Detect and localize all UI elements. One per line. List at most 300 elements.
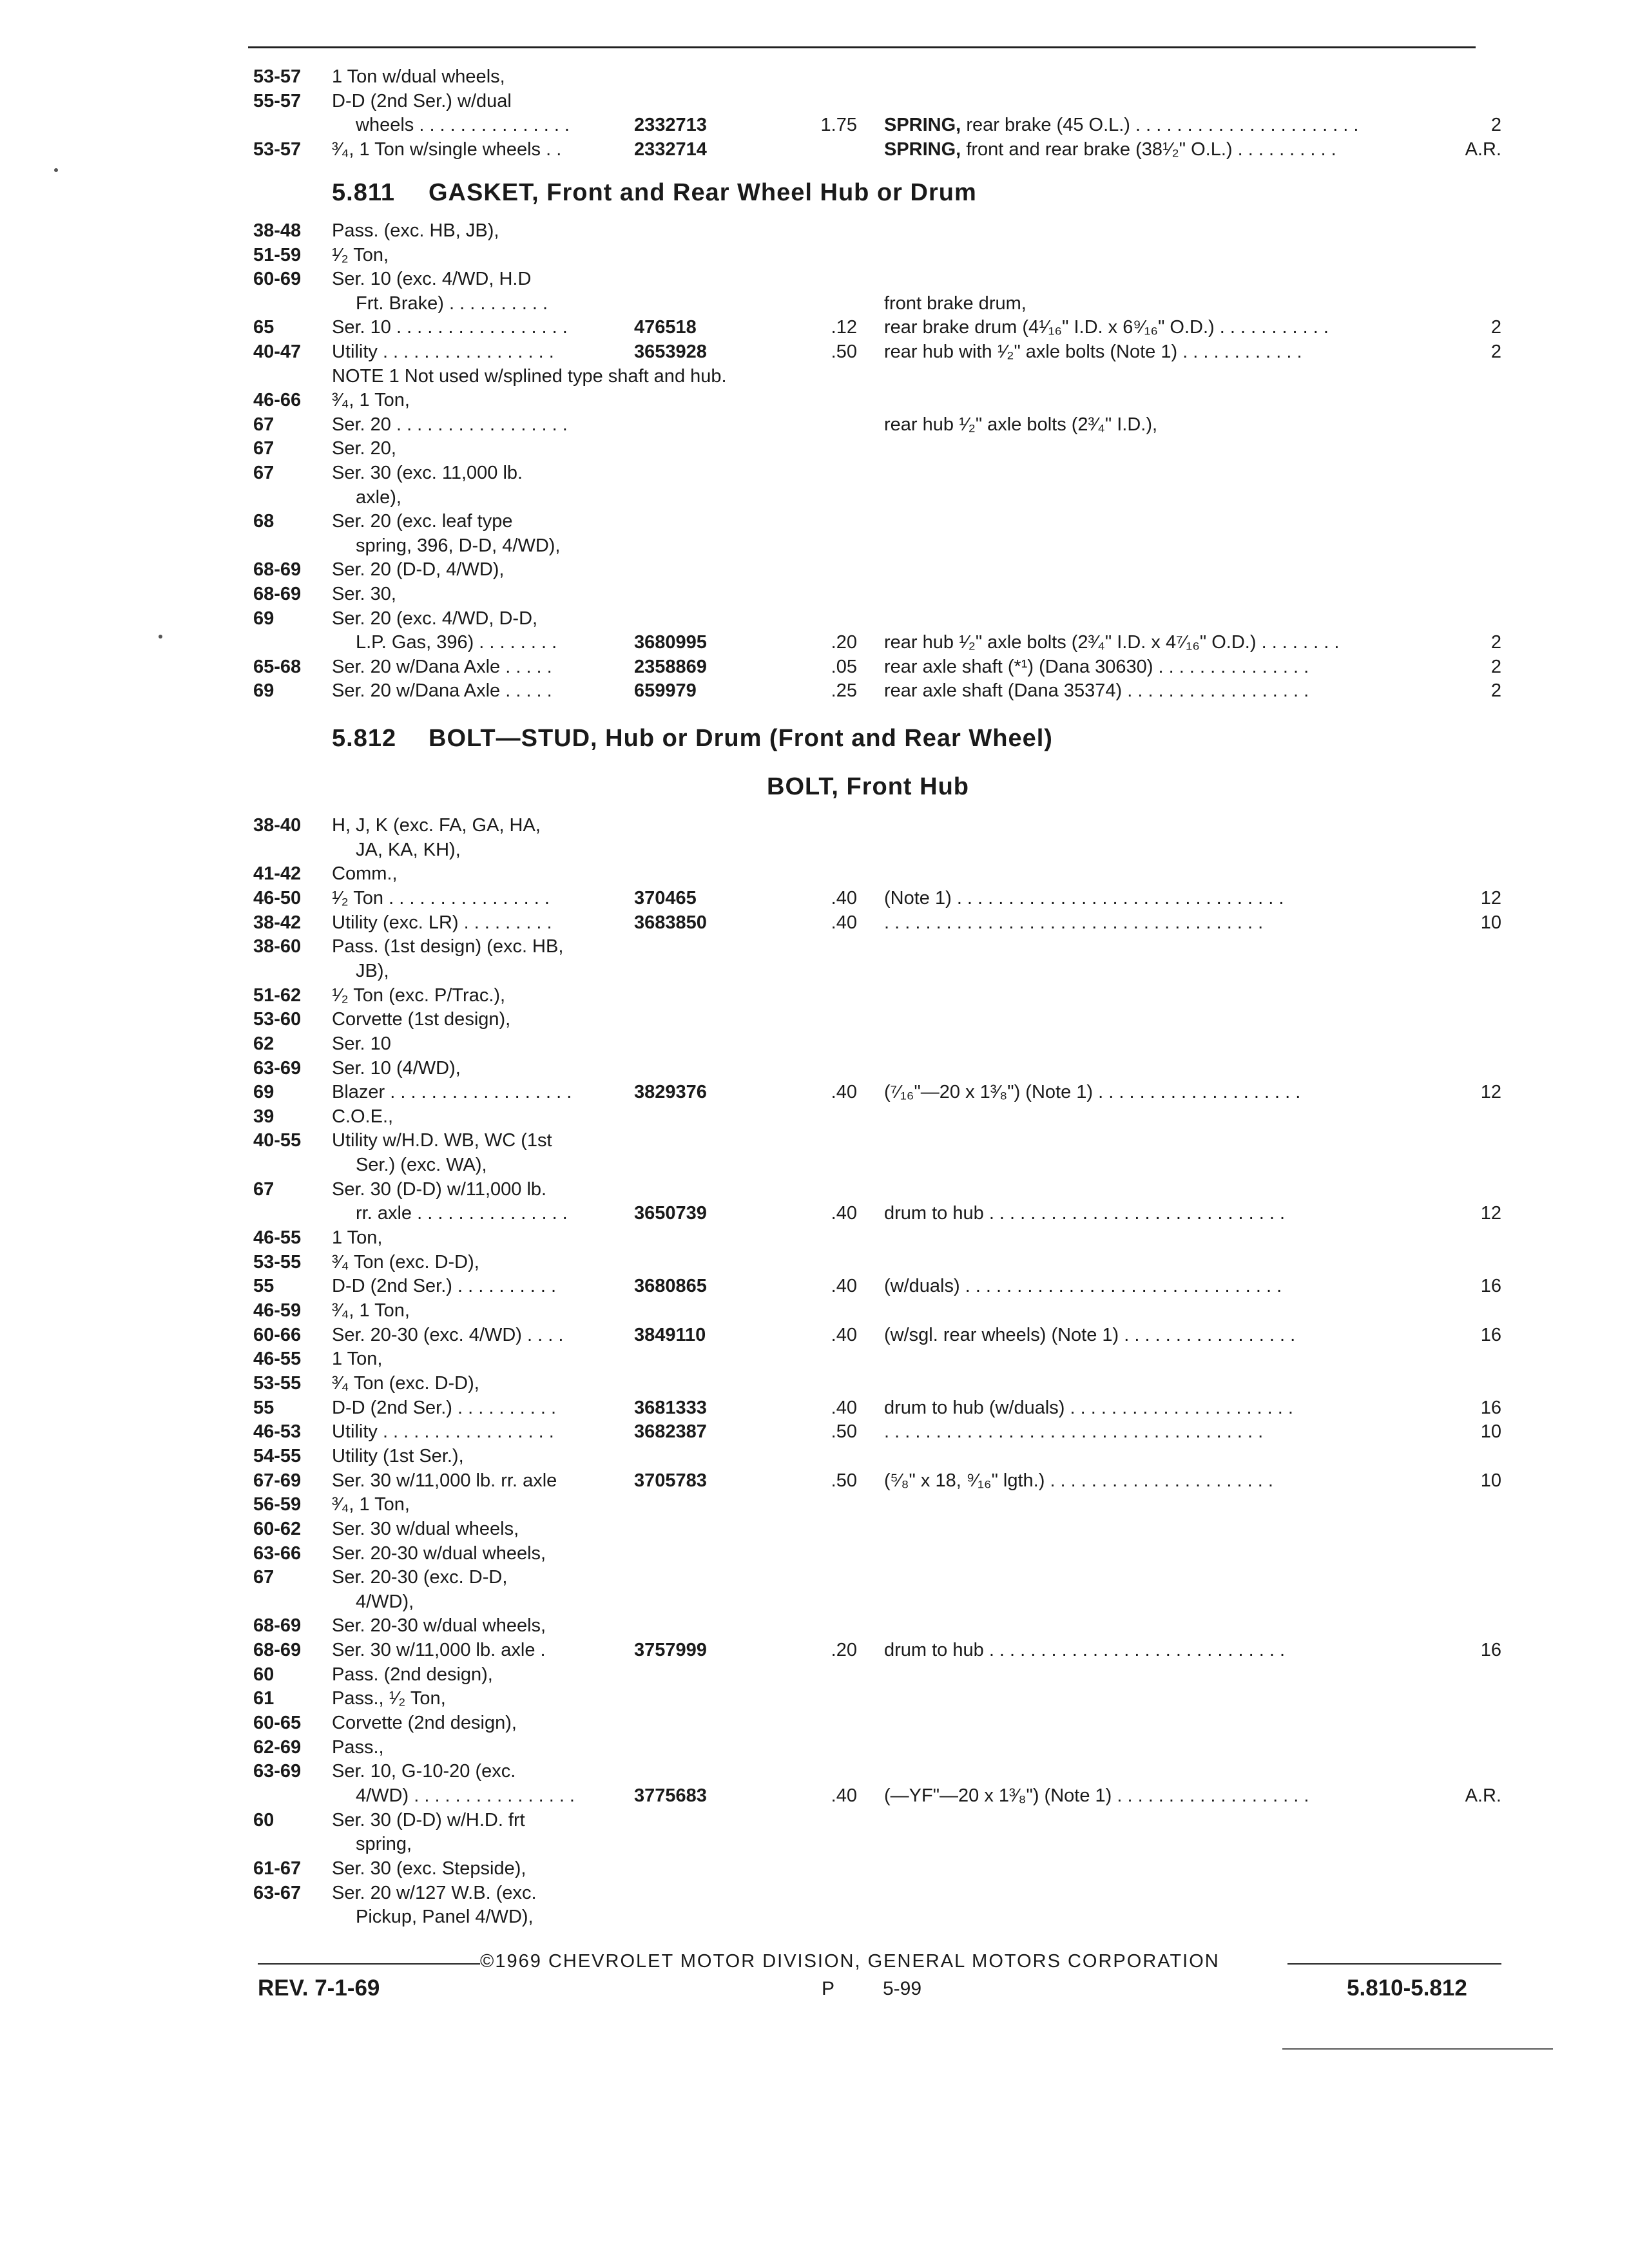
model-years: 67 — [253, 414, 275, 435]
application: Blazer . . . . . . . . . . . . . . . . . . — [332, 1082, 572, 1103]
application: Pass., — [332, 1736, 384, 1758]
application: ³⁄₄ Ton (exc. D-D), — [332, 1251, 479, 1273]
model-years: 55-57 — [253, 90, 302, 111]
part-number: 3775683 — [634, 1785, 707, 1806]
quantity: 16 — [1480, 1640, 1501, 1661]
model-years: 65-68 — [253, 656, 302, 677]
description-text: rear axle shaft (*¹) (Dana 30630) . . . . . . . . . . . . . . . — [884, 656, 1309, 677]
application: rr. axle . . . . . . . . . . . . . . . — [356, 1203, 568, 1224]
description-text: (w/sgl. rear wheels) (Note 1) . . . . . . . . . . . . . . . . . — [884, 1324, 1296, 1345]
parts-row — [0, 509, 1629, 533]
application: Ser. 10 (4/WD), — [332, 1057, 461, 1079]
footer-rule-right — [1287, 1963, 1501, 1965]
application: Ser. 20 . . . . . . . . . . . . . . . . . — [332, 414, 568, 435]
model-years: 68 — [253, 511, 275, 532]
application: ³⁄₄, 1 Ton, — [332, 390, 410, 411]
application: Ser. 30 w/dual wheels, — [332, 1518, 519, 1539]
parts-row — [0, 1565, 1629, 1590]
part-number: 3680995 — [634, 632, 707, 653]
application: C.O.E., — [332, 1106, 394, 1127]
quantity: 10 — [1480, 1421, 1501, 1443]
description-text: rear brake drum (4¹⁄₁₆" I.D. x 6⁹⁄₁₆" O.D.) . . . . . . . . . . . — [884, 317, 1329, 338]
parts-row — [0, 1735, 1629, 1760]
price: .50 — [831, 1421, 857, 1443]
description-text: (⁵⁄₈" x 18, ⁹⁄₁₆" lgth.) . . . . . . . . . . . . . . . . . . . . . . — [884, 1470, 1273, 1491]
description — [884, 291, 1027, 316]
parts-row — [0, 1686, 1629, 1711]
application: Ser. 20-30 (exc. 4/WD) . . . . — [332, 1324, 564, 1345]
quantity: 12 — [1480, 1082, 1501, 1103]
parts-row — [0, 1153, 1629, 1177]
parts-row — [0, 630, 1629, 655]
model-years: 46-50 — [253, 887, 302, 908]
parts-row — [0, 364, 1629, 389]
quantity: 12 — [1480, 887, 1501, 908]
quantity: 2 — [1490, 632, 1501, 653]
parts-row — [0, 1250, 1629, 1274]
description — [884, 1783, 1309, 1808]
application: ³⁄₄, 1 Ton, — [332, 1494, 410, 1515]
application: Ser. 10 . . . . . . . . . . . . . . . . . — [332, 317, 568, 338]
parts-row — [0, 1662, 1629, 1687]
description-text: . . . . . . . . . . . . . . . . . . . . . . . . . . . . . . . . . . . . . — [884, 1421, 1264, 1443]
quantity: 10 — [1480, 912, 1501, 933]
parts-row — [0, 64, 1629, 89]
parts-row — [0, 1128, 1629, 1153]
parts-row — [0, 934, 1629, 959]
model-years: 63-66 — [253, 1542, 302, 1564]
page-letter: P — [822, 1978, 835, 1999]
parts-row — [0, 959, 1629, 983]
model-years: 40-47 — [253, 341, 302, 362]
model-years: 69 — [253, 1082, 275, 1103]
price: .40 — [831, 887, 857, 908]
application: wheels . . . . . . . . . . . . . . . — [356, 115, 570, 136]
application: Utility w/H.D. WB, WC (1st — [332, 1130, 552, 1151]
application: 4/WD), — [356, 1591, 414, 1612]
application: Comm., — [332, 863, 398, 885]
application: ¹⁄₂ Ton, — [332, 244, 389, 265]
application: Ser. 30 w/11,000 lb. axle . — [332, 1640, 546, 1661]
price: .20 — [831, 1640, 857, 1661]
price: .40 — [831, 1203, 857, 1224]
model-years: 67 — [253, 463, 275, 483]
model-years: 51-59 — [253, 244, 302, 265]
model-years: 60-65 — [253, 1713, 302, 1734]
parts-row — [0, 678, 1629, 703]
parts-row — [0, 1590, 1629, 1614]
parts-row — [0, 983, 1629, 1008]
description — [884, 315, 1329, 340]
model-years: 67 — [253, 1567, 275, 1588]
part-number: 3849110 — [634, 1324, 706, 1345]
quantity: 12 — [1480, 1203, 1501, 1224]
parts-row — [0, 1808, 1629, 1832]
application: ¹⁄₂ Ton (exc. P/Trac.), — [332, 985, 506, 1006]
application: Ser. 20 w/Dana Axle . . . . . — [332, 680, 552, 702]
parts-row — [0, 1177, 1629, 1202]
model-years: 53-57 — [253, 66, 302, 87]
application: Ser.) (exc. WA), — [356, 1155, 487, 1176]
scan-artifact-mark — [159, 635, 162, 639]
model-years: 38-60 — [253, 936, 302, 957]
model-years: 38-42 — [253, 912, 302, 933]
part-number: 476518 — [634, 317, 697, 338]
section-heading-5812 — [332, 725, 1053, 753]
parts-row — [0, 813, 1629, 838]
application: Ser. 10 (exc. 4/WD, H.D — [332, 269, 532, 290]
model-years: 46-53 — [253, 1421, 302, 1443]
application: Corvette (2nd design), — [332, 1713, 517, 1734]
model-years: 63-69 — [253, 1057, 302, 1079]
model-years: 61 — [253, 1688, 275, 1709]
model-years: 40-55 — [253, 1130, 302, 1151]
price: .40 — [831, 1324, 857, 1345]
description — [884, 1274, 1282, 1298]
application: 1 Ton, — [332, 1227, 383, 1249]
parts-row — [0, 1492, 1629, 1517]
parts-row — [0, 1468, 1629, 1493]
description-text: drum to hub . . . . . . . . . . . . . . . . . . . . . . . . . . . . . — [884, 1640, 1286, 1661]
description-text: . . . . . . . . . . . . . . . . . . . . . . . . . . . . . . . . . . . . . — [884, 912, 1264, 933]
quantity: 16 — [1480, 1397, 1501, 1418]
parts-row — [0, 1541, 1629, 1566]
application: Utility . . . . . . . . . . . . . . . . . — [332, 1421, 554, 1443]
description — [884, 1419, 1263, 1444]
description — [884, 137, 1336, 162]
application: Utility (exc. LR) . . . . . . . . . — [332, 912, 552, 933]
application: Ser. 30 (exc. Stepside), — [332, 1858, 526, 1879]
part-number: 3680865 — [634, 1276, 707, 1297]
parts-row — [0, 1080, 1629, 1104]
price: .40 — [831, 912, 857, 933]
model-years: 63-67 — [253, 1882, 302, 1903]
model-years: 60 — [253, 1664, 275, 1685]
description — [884, 1323, 1295, 1347]
application: Ser. 20 (exc. 4/WD, D-D, — [332, 608, 538, 629]
parts-row — [0, 1419, 1629, 1444]
section-range: 5.810-5.812 — [1347, 1975, 1467, 2001]
application: Ser. 30 (D-D) w/H.D. frt — [332, 1809, 525, 1831]
application: Ser. 20 (D-D, 4/WD), — [332, 559, 505, 581]
application: Ser. 20 (exc. leaf type — [332, 511, 513, 532]
description-text: rear brake (45 O.L.) . . . . . . . . . . . . . . . . . . . . . . — [966, 115, 1359, 136]
quantity: 2 — [1490, 680, 1501, 702]
part-keyword: SPRING, — [884, 115, 961, 136]
price: .40 — [831, 1082, 857, 1103]
parts-row — [0, 1323, 1629, 1347]
model-years: 41-42 — [253, 863, 302, 885]
description — [884, 886, 1284, 910]
parts-row — [0, 113, 1629, 137]
application: spring, — [356, 1834, 412, 1855]
application: 4/WD) . . . . . . . . . . . . . . . . — [356, 1785, 575, 1806]
model-years: 46-59 — [253, 1300, 302, 1321]
quantity: 16 — [1480, 1276, 1501, 1297]
model-years: 62 — [253, 1033, 275, 1054]
part-number: 3653928 — [634, 341, 707, 362]
application: NOTE 1 Not used w/splined type shaft and hub. — [332, 365, 727, 387]
description-text: rear hub ¹⁄₂" axle bolts (2³⁄₄" I.D.), — [884, 414, 1158, 435]
quantity: 2 — [1490, 317, 1501, 338]
description-text: (w/duals) . . . . . . . . . . . . . . . . . . . . . . . . . . . . . . . — [884, 1276, 1282, 1297]
model-years: 60-69 — [253, 269, 302, 290]
parts-row — [0, 137, 1629, 162]
parts-row — [0, 243, 1629, 267]
application: spring, 396, D-D, 4/WD), — [356, 535, 561, 556]
page-number: 5-99 — [883, 1978, 922, 1999]
part-number: 3681333 — [634, 1397, 707, 1418]
description-text: rear hub ¹⁄₂" axle bolts (2³⁄₄" I.D. x 4⁷⁄₁₆" O.D.) . . . . . . . . — [884, 632, 1340, 653]
model-years: 67-69 — [253, 1470, 302, 1491]
parts-row — [0, 412, 1629, 437]
application: Ser. 20 w/Dana Axle . . . . . — [332, 656, 552, 677]
parts-row — [0, 1613, 1629, 1638]
description — [884, 630, 1339, 655]
application: JA, KA, KH), — [356, 839, 461, 860]
parts-row — [0, 1298, 1629, 1323]
parts-row — [0, 1201, 1629, 1225]
model-years: 46-66 — [253, 390, 302, 411]
application: ³⁄₄, 1 Ton w/single wheels . . — [332, 139, 562, 160]
model-years: 68-69 — [253, 1615, 302, 1637]
application: Ser. 20, — [332, 438, 396, 459]
quantity: 16 — [1480, 1324, 1501, 1345]
section-number: 5.811 — [332, 179, 395, 206]
parts-row — [0, 1638, 1629, 1662]
part-keyword: SPRING, — [884, 139, 961, 160]
model-years: 69 — [253, 680, 275, 702]
model-years: 46-55 — [253, 1227, 302, 1249]
parts-row — [0, 1905, 1629, 1929]
model-years: 55 — [253, 1276, 275, 1297]
parts-row — [0, 1371, 1629, 1396]
application: axle), — [356, 486, 401, 508]
parts-row — [0, 1104, 1629, 1129]
model-years: 39 — [253, 1106, 275, 1127]
parts-row — [0, 533, 1629, 558]
parts-row — [0, 910, 1629, 935]
parts-row — [0, 315, 1629, 340]
quantity: 2 — [1490, 341, 1501, 362]
quantity: 2 — [1490, 115, 1501, 136]
description-text: front brake drum, — [884, 293, 1027, 314]
quantity: A.R. — [1465, 1785, 1501, 1806]
parts-row — [0, 267, 1629, 291]
description-text: rear hub with ¹⁄₂" axle bolts (Note 1) . . . . . . . . . . . . — [884, 341, 1302, 362]
description-text: (Note 1) . . . . . . . . . . . . . . . . . . . . . . . . . . . . . . . . — [884, 887, 1284, 908]
parts-row — [0, 1056, 1629, 1081]
price: .40 — [831, 1785, 857, 1806]
parts-row — [0, 340, 1629, 364]
parts-row — [0, 1007, 1629, 1032]
parts-row — [0, 1711, 1629, 1735]
parts-row — [0, 1396, 1629, 1420]
application: ³⁄₄ Ton (exc. D-D), — [332, 1372, 479, 1394]
model-years: 60-66 — [253, 1324, 302, 1345]
parts-row — [0, 1032, 1629, 1056]
application: Ser. 30, — [332, 584, 396, 604]
model-years: 46-55 — [253, 1349, 302, 1370]
part-number: 2332713 — [634, 115, 707, 136]
model-years: 61-67 — [253, 1858, 302, 1879]
parts-row — [0, 838, 1629, 862]
price: 1.75 — [820, 115, 857, 136]
description — [884, 655, 1309, 679]
part-number: 3705783 — [634, 1470, 707, 1491]
model-years: 51-62 — [253, 985, 302, 1006]
parts-row — [0, 655, 1629, 679]
parts-row — [0, 886, 1629, 910]
application: H, J, K (exc. FA, GA, HA, — [332, 815, 541, 836]
parts-row — [0, 1274, 1629, 1298]
parts-row — [0, 1225, 1629, 1250]
application: JB), — [356, 960, 389, 981]
parts-row — [0, 218, 1629, 243]
price: .20 — [831, 632, 857, 653]
application: Ser. 30 w/11,000 lb. rr. axle — [332, 1470, 557, 1491]
price: .25 — [831, 680, 857, 702]
parts-row — [0, 1759, 1629, 1783]
application: Pass. (exc. HB, JB), — [332, 220, 499, 241]
application: Utility . . . . . . . . . . . . . . . . . — [332, 341, 554, 362]
price: .50 — [831, 1470, 857, 1491]
price: .50 — [831, 341, 857, 362]
part-number: 3683850 — [634, 912, 707, 933]
quantity: 2 — [1490, 656, 1501, 677]
parts-row — [0, 1517, 1629, 1541]
subsection-heading: BOLT, Front Hub — [767, 773, 970, 800]
application: Pickup, Panel 4/WD), — [356, 1907, 534, 1928]
application: Pass., ¹⁄₂ Ton, — [332, 1688, 446, 1709]
model-years: 53-55 — [253, 1251, 302, 1273]
application: ¹⁄₂ Ton . . . . . . . . . . . . . . . . — [332, 887, 550, 908]
part-number: 3829376 — [634, 1082, 707, 1103]
footer-rule-left — [258, 1963, 480, 1965]
model-years: 55 — [253, 1397, 275, 1418]
parts-row — [0, 861, 1629, 886]
part-number: 3682387 — [634, 1421, 707, 1443]
parts-row — [0, 485, 1629, 510]
revision-date: REV. 7-1-69 — [258, 1975, 380, 2001]
parts-row — [0, 1856, 1629, 1881]
quantity: A.R. — [1465, 139, 1501, 160]
part-number: 2332714 — [634, 139, 707, 160]
application: Ser. 10, G-10-20 (exc. — [332, 1761, 516, 1782]
application: Corvette (1st design), — [332, 1009, 511, 1030]
model-years: 38-48 — [253, 220, 302, 241]
description — [884, 1201, 1285, 1225]
application: Ser. 20-30 (exc. D-D, — [332, 1567, 508, 1588]
parts-row — [0, 89, 1629, 113]
part-number: 370465 — [634, 887, 697, 908]
parts-row — [0, 557, 1629, 582]
application: Pass. (2nd design), — [332, 1664, 493, 1685]
price: .12 — [831, 317, 857, 338]
description-text: rear axle shaft (Dana 35374) . . . . . . . . . . . . . . . . . . — [884, 680, 1309, 702]
description — [884, 412, 1157, 437]
part-number: 2358869 — [634, 656, 707, 677]
model-years: 68-69 — [253, 584, 302, 604]
application: Ser. 20-30 w/dual wheels, — [332, 1615, 546, 1637]
price: .40 — [831, 1397, 857, 1418]
quantity: 10 — [1480, 1470, 1501, 1491]
application: 1 Ton w/dual wheels, — [332, 66, 505, 87]
parts-row — [0, 606, 1629, 631]
part-number: 3757999 — [634, 1640, 707, 1661]
description-text: drum to hub . . . . . . . . . . . . . . . . . . . . . . . . . . . . . — [884, 1203, 1286, 1224]
model-years: 68-69 — [253, 559, 302, 581]
parts-row — [0, 1783, 1629, 1808]
description — [884, 1080, 1300, 1104]
model-years: 56-59 — [253, 1494, 302, 1515]
application: D-D (2nd Ser.) w/dual — [332, 90, 512, 111]
parts-row — [0, 461, 1629, 485]
application: Ser. 30 (D-D) w/11,000 lb. — [332, 1178, 547, 1200]
description-text: front and rear brake (38¹⁄₂" O.L.) . . . . . . . . . . — [966, 139, 1336, 160]
parts-row — [0, 1881, 1629, 1905]
model-years: 54-55 — [253, 1445, 302, 1466]
description — [884, 1468, 1273, 1493]
application: Ser. 20-30 w/dual wheels, — [332, 1542, 546, 1564]
model-years: 65 — [253, 317, 275, 338]
description — [884, 910, 1263, 935]
parts-row — [0, 291, 1629, 316]
application: ³⁄₄, 1 Ton, — [332, 1300, 410, 1321]
parts-row — [0, 582, 1629, 606]
description-text: (⁷⁄₁₆"—20 x 1³⁄₈") (Note 1) . . . . . . . . . . . . . . . . . . . . — [884, 1082, 1301, 1103]
model-years: 38-40 — [253, 815, 302, 836]
model-years: 60 — [253, 1809, 275, 1831]
application: Utility (1st Ser.), — [332, 1445, 464, 1466]
application: Ser. 10 — [332, 1033, 391, 1054]
description-text: drum to hub (w/duals) . . . . . . . . . . . . . . . . . . . . . . — [884, 1397, 1293, 1418]
parts-row — [0, 1832, 1629, 1856]
description — [884, 678, 1309, 703]
model-years: 53-55 — [253, 1372, 302, 1394]
part-number: 3650739 — [634, 1203, 707, 1224]
model-years: 67 — [253, 1178, 275, 1200]
section-number: 5.812 — [332, 725, 397, 752]
application: 1 Ton, — [332, 1349, 383, 1370]
part-number: 659979 — [634, 680, 697, 702]
application: L.P. Gas, 396) . . . . . . . . — [356, 632, 557, 653]
application: D-D (2nd Ser.) . . . . . . . . . . — [332, 1276, 557, 1297]
footer-copyright — [258, 1949, 1501, 1974]
model-years: 62-69 — [253, 1736, 302, 1758]
model-years: 68-69 — [253, 1640, 302, 1661]
description-text: (—YF"—20 x 1³⁄₈") (Note 1) . . . . . . . . . . . . . . . . . . . — [884, 1785, 1309, 1806]
scan-artifact-mark — [54, 168, 58, 172]
description — [884, 113, 1358, 137]
application: Frt. Brake) . . . . . . . . . . — [356, 293, 548, 314]
description — [884, 1638, 1285, 1662]
model-years: 53-57 — [253, 139, 302, 160]
top-rule — [248, 46, 1476, 48]
application: Ser. 30 (exc. 11,000 lb. — [332, 463, 523, 483]
section-title: BOLT—STUD, Hub or Drum (Front and Rear Wheel) — [429, 725, 1053, 752]
section-title: GASKET, Front and Rear Wheel Hub or Drum — [429, 179, 977, 206]
application: D-D (2nd Ser.) . . . . . . . . . . — [332, 1397, 557, 1418]
application: Pass. (1st design) (exc. HB, — [332, 936, 564, 957]
price: .05 — [831, 656, 857, 677]
parts-row — [0, 388, 1629, 412]
model-years: 53-60 — [253, 1009, 302, 1030]
model-years: 67 — [253, 438, 275, 459]
model-years: 63-69 — [253, 1761, 302, 1782]
scan-artifact-line — [1282, 2048, 1553, 2050]
application: Ser. 20 w/127 W.B. (exc. — [332, 1882, 537, 1903]
